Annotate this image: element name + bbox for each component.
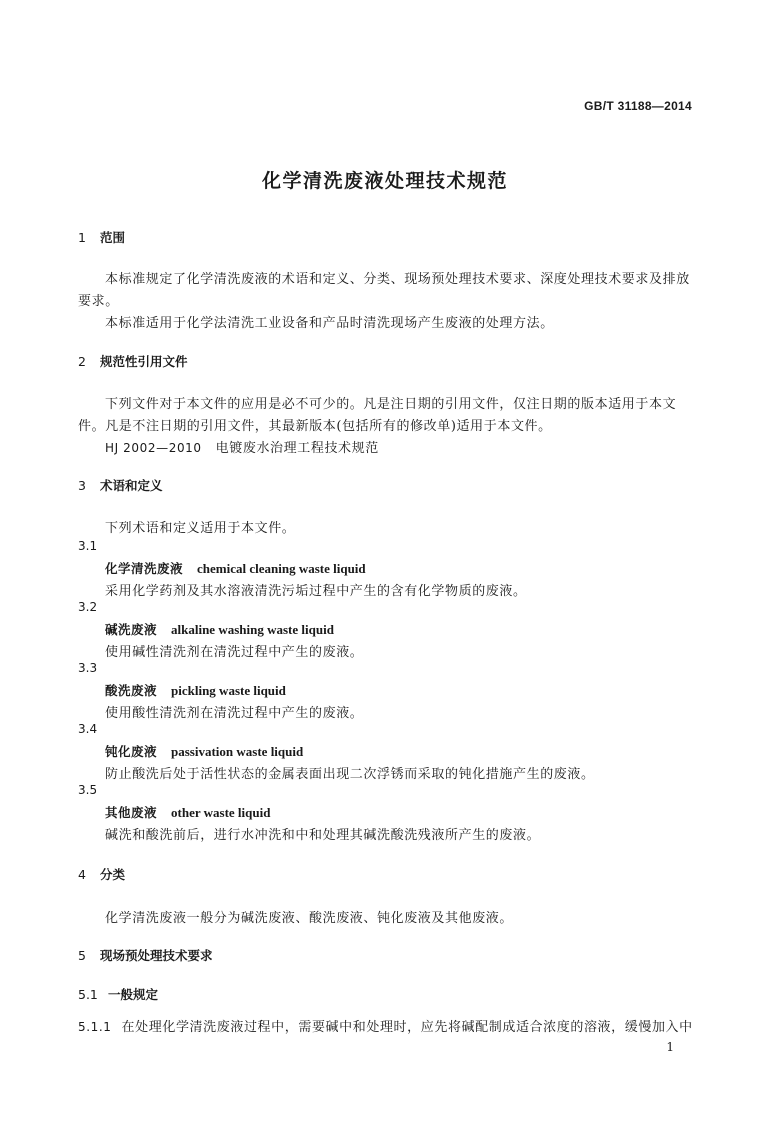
section-4-heading (78, 865, 125, 883)
document-title: 化学清洗废液处理技术规范 (261, 170, 508, 192)
section-title: 规范性引用文件 (100, 354, 188, 369)
term-name (105, 742, 303, 760)
subsection-title: 一般规定 (108, 987, 159, 1002)
term-name-cn: 其他废液 (105, 805, 158, 820)
term-number: 3.5 (78, 783, 98, 797)
term-name-cn: 酸洗废液 (105, 683, 158, 698)
term-definition: 使用酸性清洗剂在清洗过程中产生的废液。 (105, 706, 364, 721)
section-number: 1 (78, 230, 86, 245)
reference-title: 电镀废水治理工程技术规范 (215, 441, 379, 456)
section-number: 3 (78, 478, 86, 493)
section-3-intro: 下列术语和定义适用于本文件。 (105, 521, 296, 536)
normative-reference (105, 437, 379, 456)
subsection-number: 5.1 (78, 987, 98, 1002)
term-name-en: other waste liquid (171, 805, 271, 820)
section-title: 术语和定义 (100, 478, 163, 493)
section-number: 4 (78, 867, 86, 882)
section-2-para1-line2: 件。凡是不注日期的引用文件，其最新版本(包括所有的修改单)适用于本文件。 (78, 419, 552, 434)
section-title: 范围 (100, 230, 126, 245)
section-1-para1-line1: 本标准规定了化学清洗废液的术语和定义、分类、现场预处理技术要求、深度处理技术要求及排放 (105, 272, 690, 287)
clause-text: 在处理化学清洗废液过程中，需要碱中和处理时，应先将碱配制成适合浓度的溶液，缓慢加入中 (121, 1020, 693, 1035)
term-number: 3.3 (78, 661, 98, 675)
section-1-heading (78, 228, 125, 246)
subsection-5-1-heading (78, 985, 158, 1003)
section-title: 现场预处理技术要求 (100, 948, 213, 963)
clause-number: 5.1.1 (78, 1020, 112, 1034)
term-name-en: alkaline washing waste liquid (171, 622, 334, 637)
section-number: 5 (78, 948, 86, 963)
clause-5-1-1 (78, 1016, 693, 1035)
term-name-cn: 钝化废液 (105, 744, 158, 759)
term-name-en: pickling waste liquid (171, 683, 286, 698)
section-4-para: 化学清洗废液一般分为碱洗废液、酸洗废液、钝化废液及其他废液。 (105, 911, 514, 926)
section-5-heading (78, 946, 213, 964)
term-name-cn: 化学清洗废液 (105, 561, 184, 576)
reference-code: HJ 2002—2010 (105, 441, 202, 455)
section-3-heading (78, 476, 163, 494)
term-definition: 碱洗和酸洗前后，进行水冲洗和中和处理其碱洗酸洗残液所产生的废液。 (105, 828, 541, 843)
section-2-para1-line1: 下列文件对于本文件的应用是必不可少的。凡是注日期的引用文件，仅注日期的版本适用于本文 (105, 397, 677, 412)
page-number: 1 (666, 1040, 674, 1054)
section-number: 2 (78, 354, 86, 369)
term-name (105, 681, 286, 699)
section-1-para1-line2: 要求。 (78, 294, 119, 309)
section-title: 分类 (100, 867, 126, 882)
term-name-en: passivation waste liquid (171, 744, 304, 759)
term-number: 3.4 (78, 722, 98, 736)
term-definition: 使用碱性清洗剂在清洗过程中产生的废液。 (105, 645, 364, 660)
term-definition: 采用化学药剂及其水溶液清洗污垢过程中产生的含有化学物质的废液。 (105, 584, 527, 599)
term-name (105, 620, 334, 638)
standard-number: GB/T 31188—2014 (584, 99, 692, 113)
section-2-heading (78, 352, 188, 370)
term-name (105, 803, 270, 821)
section-1-para2: 本标准适用于化学法清洗工业设备和产品时清洗现场产生废液的处理方法。 (105, 316, 554, 331)
term-name-cn: 碱洗废液 (105, 622, 158, 637)
term-name-en: chemical cleaning waste liquid (197, 561, 366, 576)
term-definition: 防止酸洗后处于活性状态的金属表面出现二次浮锈而采取的钝化措施产生的废液。 (105, 767, 595, 782)
term-number: 3.2 (78, 600, 98, 614)
term-number: 3.1 (78, 539, 98, 553)
term-name (105, 559, 366, 577)
